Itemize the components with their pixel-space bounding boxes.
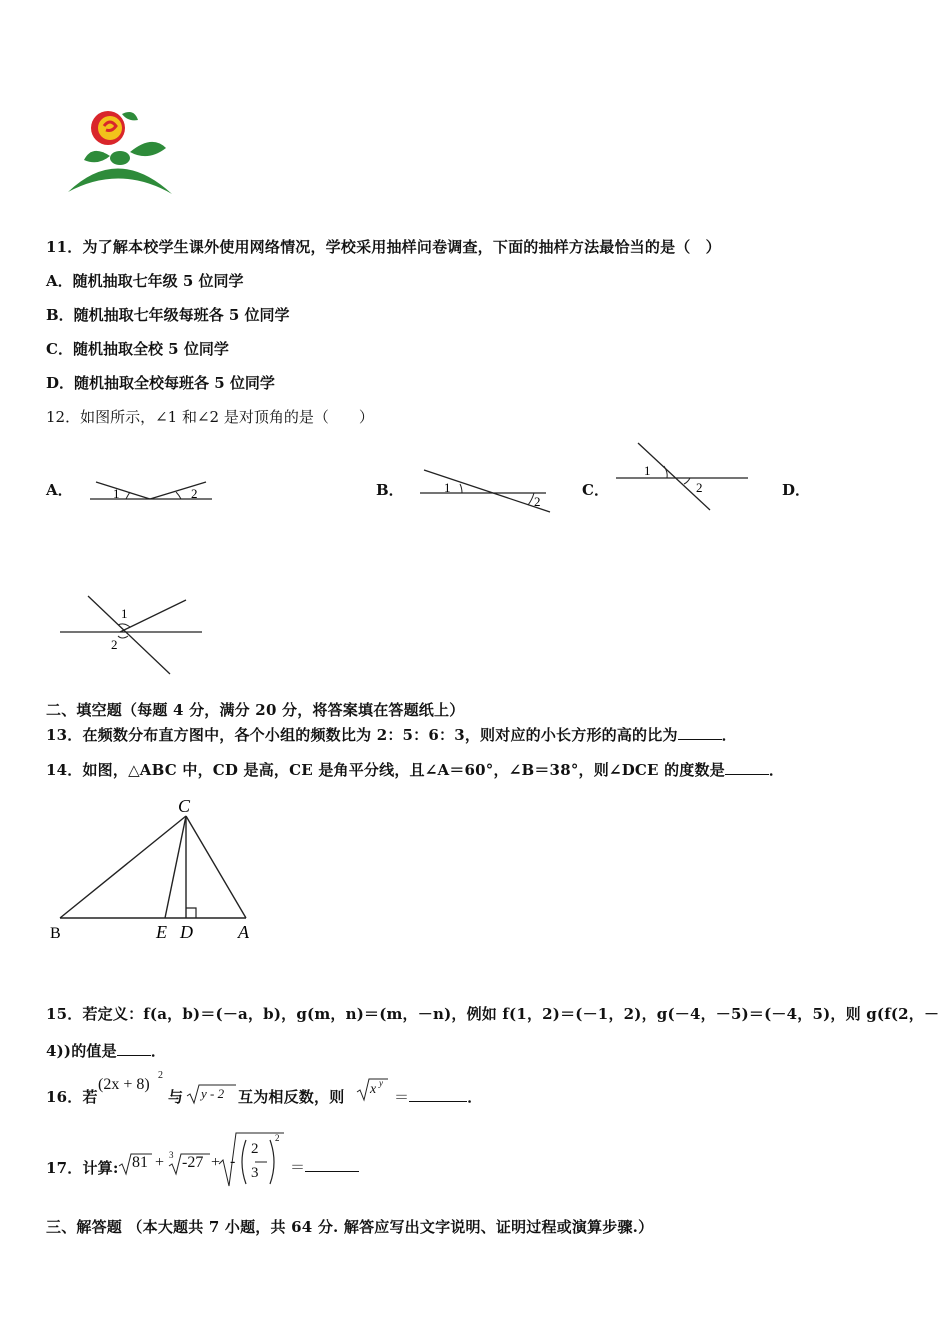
q13 <box>46 724 737 745</box>
logo-head-inner <box>98 116 122 140</box>
q11-option-c[interactable]: C．随机抽取全校 5 位同学 <box>46 340 229 358</box>
q17-cube-index: 3 <box>169 1150 174 1160</box>
logo-sprout <box>122 112 138 120</box>
q15-line1: 15．若定义：f(a，b)＝(－a，b)，g(m，n)＝(m，－n)，例如 f(1，2)＝(－1，2)，g(－4，－5)＝(－4，5)，则 g(f(2，－ <box>46 1005 940 1023</box>
q12-b-angle2: 2 <box>534 494 541 509</box>
q16-mid: 与 <box>168 1088 184 1106</box>
q17-plus: + <box>155 1154 165 1171</box>
q12-option-c-label[interactable]: C． <box>582 481 609 499</box>
q17-den: 3 <box>251 1165 259 1181</box>
logo-right-leaf <box>130 142 166 156</box>
q16-answer-blank[interactable] <box>409 1100 467 1102</box>
q15-line2: 4))的值是 <box>46 1042 117 1060</box>
q16-answer-wrap <box>394 1086 482 1107</box>
q12-d-angle2: 2 <box>111 637 118 652</box>
q14-answer-blank[interactable] <box>725 773 769 775</box>
q12-stem: 12．如图所示，∠1 和∠2 是对顶角的是（ ） <box>46 408 374 426</box>
q11-stem: 11．为了解本校学生课外使用网络情况，学校采用抽样问卷调查，下面的抽样方法最恰当的是（ ） <box>46 238 721 256</box>
q14-label-b: B <box>50 925 61 942</box>
q17-left-paren <box>242 1140 246 1184</box>
q14 <box>46 759 784 780</box>
q16-radicand1: y - 2 <box>201 1086 225 1101</box>
section2-title: 二、填空题（每题 4 分，满分 20 分，将答案填在答题纸上） <box>46 701 465 719</box>
q17-answer-blank[interactable] <box>305 1170 359 1172</box>
q17-plus2: + <box>211 1154 221 1171</box>
q14-text: 14．如图，△ABC 中，CD 是高，CE 是角平分线，且∠A＝60°，∠B＝38°，则∠DCE 的度数是 <box>46 761 725 779</box>
q13-end: ． <box>721 726 737 744</box>
q16-exp2: y <box>379 1078 383 1088</box>
q14-label-a: A <box>238 922 249 942</box>
section3-title: 三、解答题 （本大题共 7 小题，共 64 分. 解答应写出文字说明、证明过程或演算步骤.） <box>46 1218 654 1236</box>
q13-text: 13．在频数分布直方图中，各个小组的频数比为 2：5：6：3，则对应的小长方形的高的比为 <box>46 726 678 744</box>
school-logo <box>62 104 180 198</box>
q16-prefix: 16．若 <box>46 1088 98 1106</box>
q12-c-angle2: 2 <box>696 480 703 495</box>
q17-eq: ＝ <box>290 1160 306 1176</box>
q11-option-a[interactable]: A．随机抽取七年级 5 位同学 <box>46 272 244 290</box>
q12-b-angle1: 1 <box>444 480 451 495</box>
q14-end: ． <box>768 761 785 779</box>
q17-exp: 2 <box>275 1133 280 1143</box>
q15-end: ． <box>150 1042 167 1060</box>
q12-option-b-label[interactable]: B． <box>376 481 404 499</box>
q16-radicand2: x <box>370 1082 377 1097</box>
q12-figure-b <box>416 464 556 516</box>
q17-neg: - <box>230 1153 236 1170</box>
q12-figure-a <box>86 468 218 508</box>
q17-answer-wrap <box>290 1156 359 1177</box>
q12-a-angle1: 1 <box>113 486 120 501</box>
q14-label-c: C <box>178 796 191 816</box>
q16-exp1: 2 <box>158 1070 163 1081</box>
q13-answer-blank[interactable] <box>678 738 722 740</box>
q16-mid2: 互为相反数，则 <box>238 1088 345 1106</box>
q17-num: 2 <box>251 1141 259 1157</box>
q17-r1: 81 <box>132 1154 148 1171</box>
q17-right-paren <box>270 1140 274 1184</box>
q12-option-d-label[interactable]: D． <box>782 481 811 499</box>
q12-a-angle2: 2 <box>191 486 198 501</box>
q14-label-d: D <box>180 922 193 942</box>
q17-r2: -27 <box>182 1154 204 1171</box>
q11-option-b[interactable]: B．随机抽取七年级每班各 5 位同学 <box>46 306 290 324</box>
q16-eq: ＝ <box>394 1090 410 1106</box>
q11-option-d[interactable]: D．随机抽取全校每班各 5 位同学 <box>46 374 275 392</box>
q12-figure-d <box>58 592 206 678</box>
q14-triangle-figure <box>46 794 262 944</box>
q14-label-e: E <box>156 922 167 942</box>
logo-arc <box>68 168 172 194</box>
q16-expr1: (2x + 8) <box>98 1076 150 1093</box>
logo-body <box>110 151 130 165</box>
q12-d-angle1: 1 <box>121 606 128 621</box>
q12-figure-c <box>612 440 752 514</box>
logo-left-leaf <box>84 151 110 162</box>
q15-answer-blank[interactable] <box>117 1054 151 1056</box>
q15-line2-wrap <box>46 1040 166 1061</box>
q12-c-angle1: 1 <box>644 463 651 478</box>
q12-option-a-label[interactable]: A． <box>46 481 73 499</box>
q16-end: ． <box>467 1088 483 1106</box>
q17-prefix: 17．计算: <box>46 1159 119 1177</box>
